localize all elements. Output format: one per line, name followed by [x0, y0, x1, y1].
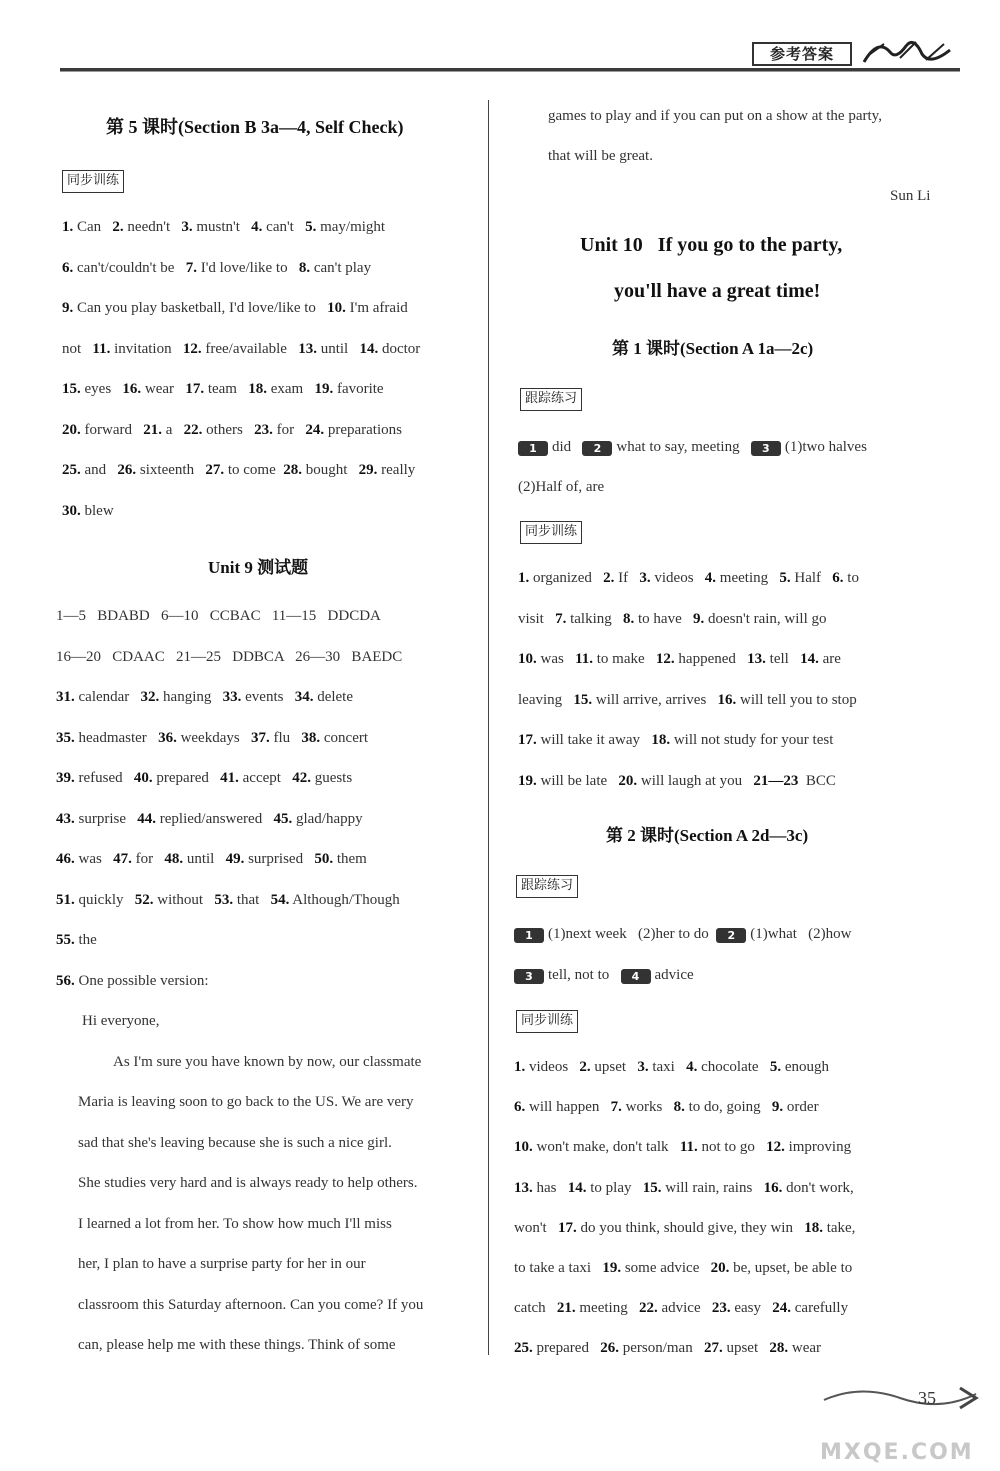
- text-line: 19. will be late 20. will laugh at you 21—23 BCC: [518, 772, 836, 789]
- text-line: 1. organized 2. If 3. videos 4. meeting 5. Half 6. to: [518, 570, 859, 586]
- text-line: 30. blew: [62, 502, 114, 519]
- unit10-title-line2: you'll have a great time!: [614, 280, 821, 302]
- text-line: 31. calendar 32. hanging 33. events 34. delete: [56, 689, 354, 705]
- text-line: leaving 15. will arrive, arrives 16. will tell you to stop: [518, 691, 857, 708]
- text-line: 10. was 11. to make 12. happened 13. tell 14. are: [518, 651, 841, 667]
- text-line: that will be great.: [548, 148, 653, 164]
- text-line: 25. prepared 26. person/man 27. upset 28. wear: [514, 1340, 822, 1357]
- text-line: 15. eyes 16. wear 17. team 18. exam 19. favorite: [62, 381, 384, 397]
- text-line: 13. has 14. to play 15. will rain, rains 16. don't work,: [514, 1179, 854, 1196]
- lesson1-tag-track: 跟踪练习: [520, 388, 582, 411]
- text-line: 43. surprise 44. replied/answered 45. glad/happy: [56, 810, 363, 827]
- lesson1-title: 第 1 课时(Section A 1a—2c): [612, 339, 814, 358]
- text-line: (2)Half of, are: [518, 479, 605, 495]
- column-divider: [488, 100, 489, 1355]
- unit10-title-line1: Unit 10 If you go to the party,: [580, 234, 843, 256]
- text-line: won't 17. do you think, should give, they win 18. take,: [514, 1219, 856, 1236]
- text-line: 51. quickly 52. without 53. that 54. Although/Though: [56, 891, 400, 908]
- text-line: 17. will take it away 18. will not study for your test: [518, 732, 834, 748]
- text-line: 1. videos 2. upset 3. taxi 4. chocolate 5. enough: [514, 1059, 829, 1075]
- text-line: catch 21. meeting 22. advice 23. easy 24. carefully: [514, 1300, 849, 1317]
- text-line: 20. forward 21. a 22. others 23. for 24. preparations: [62, 421, 402, 438]
- watermark-text: MXQE.COM: [820, 1440, 974, 1465]
- text-line: As I'm sure you have known by now, our classmate: [113, 1053, 422, 1070]
- text-line: 6. will happen 7. works 8. to do, going 9. order: [514, 1099, 819, 1116]
- lesson2-tag-track: 跟踪练习: [516, 875, 578, 898]
- header-rule: [60, 68, 960, 72]
- text-line: Maria is leaving soon to go back to the US. We are very: [78, 1094, 414, 1110]
- text-line: 25. and 26. sixteenth 27. to come 28. bought 29. really: [62, 462, 416, 478]
- text-line: 1 (1)next week (2)her to do 2 (1)what (2)how: [514, 924, 852, 944]
- text-line: not 11. invitation 12. free/available 13. until 14. doctor: [62, 340, 421, 357]
- text-line: 1 did 2 what to say, meeting 3 (1)two halves: [518, 437, 867, 457]
- text-line: 55. the: [56, 932, 97, 948]
- lesson1-tag-sync: 同步训练: [520, 521, 582, 544]
- lesson2-title: 第 2 课时(Section A 2d—3c): [606, 826, 809, 845]
- text-line: can, please help me with these things. Think of some: [78, 1337, 396, 1353]
- text-line: sad that she's leaving because she is such a nice girl.: [78, 1134, 392, 1151]
- text-line: her, I plan to have a surprise party for her in our: [78, 1256, 366, 1272]
- text-line: 6. can't/couldn't be 7. I'd love/like to 8. can't play: [62, 259, 372, 276]
- text-line: visit 7. talking 8. to have 9. doesn't rain, will go: [518, 610, 827, 627]
- lesson2-tag-sync: 同步训练: [516, 1010, 578, 1033]
- text-line: I learned a lot from her. To show how much I'll miss: [78, 1215, 392, 1232]
- text-line: 3 tell, not to 4 advice: [514, 965, 694, 985]
- text-line: 16—20 CDAAC 21—25 DDBCA 26—30 BAEDC: [56, 648, 403, 665]
- essay-signature: Sun Li: [890, 188, 931, 204]
- text-line: 1. Can 2. needn't 3. mustn't 4. can't 5. may/might: [62, 219, 386, 235]
- text-line: 35. headmaster 36. weekdays 37. flu 38. concert: [56, 729, 369, 746]
- left-lesson-title: 第 5 课时(Section B 3a—4, Self Check): [106, 117, 404, 137]
- header-logo-icon: [860, 32, 955, 70]
- text-line: Hi everyone,: [82, 1013, 160, 1029]
- text-line: classroom this Saturday afternoon. Can you come? If you: [78, 1296, 424, 1313]
- unit9-test-title: Unit 9 测试题: [208, 558, 309, 577]
- text-line: to take a taxi 19. some advice 20. be, upset, be able to: [514, 1260, 853, 1276]
- header-badge: 参考答案: [752, 42, 852, 66]
- text-line: 56. One possible version:: [56, 972, 209, 989]
- text-line: 10. won't make, don't talk 11. not to go 12. improving: [514, 1139, 852, 1156]
- text-line: She studies very hard and is always ready to help others.: [78, 1175, 418, 1191]
- text-line: 9. Can you play basketball, I'd love/like to 10. I'm afraid: [62, 300, 408, 316]
- page-number-ornament-icon: [820, 1378, 980, 1418]
- text-line: games to play and if you can put on a show at the party,: [548, 108, 882, 124]
- page-number: 35: [918, 1388, 936, 1408]
- text-line: 1—5 BDABD 6—10 CCBAC 11—15 DDCDA: [56, 608, 381, 624]
- text-line: 39. refused 40. prepared 41. accept 42. guests: [56, 770, 353, 786]
- left-tag-sync: 同步训练: [62, 170, 124, 193]
- text-line: 46. was 47. for 48. until 49. surprised 50. them: [56, 851, 367, 867]
